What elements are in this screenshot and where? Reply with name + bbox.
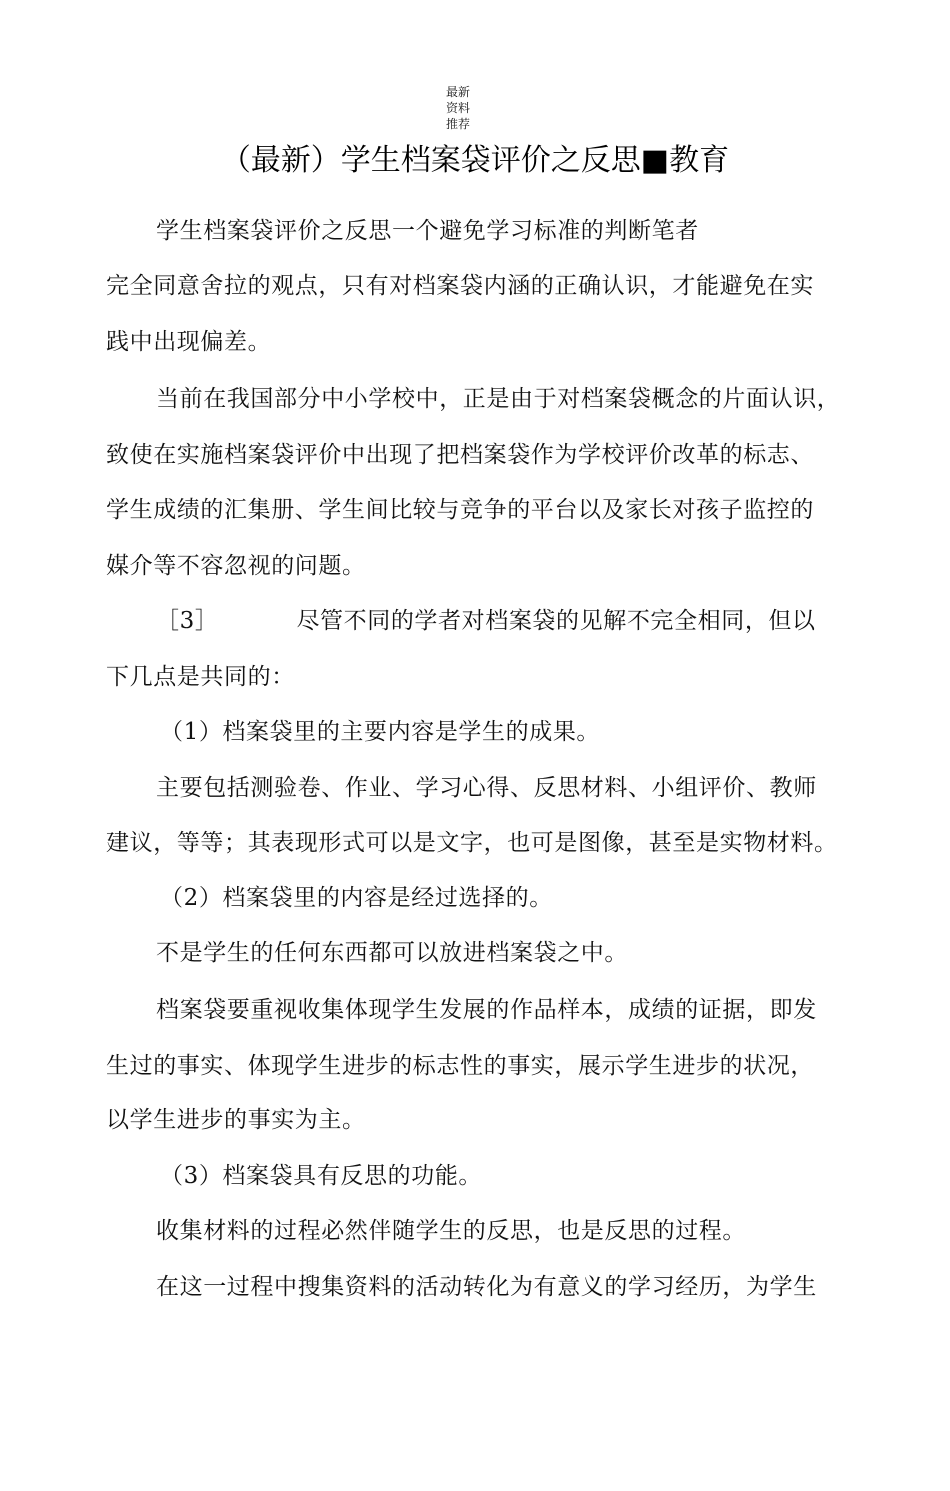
body-line: 媒介等不容忽视的问题。 [106, 553, 366, 579]
reference-marker: ［3］ [156, 608, 219, 634]
list-heading: （3）档案袋具有反思的功能。 [160, 1163, 483, 1189]
body-line: 以学生进步的事实为主。 [106, 1107, 366, 1133]
body-line: 学生成绩的汇集册、学生间比较与竞争的平台以及家长对孩子监控的 [106, 497, 814, 523]
stamp-line: 最新 [446, 85, 471, 99]
body-line: 主要包括测验卷、作业、学习心得、反思材料、小组评价、教师 [156, 775, 817, 801]
body-line: 生过的事实、体现学生进步的标志性的事实，展示学生进步的状况， [106, 1053, 814, 1079]
body-line: 当前在我国部分中小学校中，正是由于对档案袋概念的片面认识， [156, 386, 841, 412]
body-text: 尽管不同的学者对档案袋的见解不完全相同，但以 [296, 608, 816, 634]
body-line [156, 605, 816, 637]
body-line: 在这一过程中搜集资料的活动转化为有意义的学习经历，为学生 [156, 1274, 817, 1300]
body-line: 学生档案袋评价之反思一个避免学习标准的判断笔者 [156, 218, 699, 244]
list-heading: （1）档案袋里的主要内容是学生的成果。 [160, 719, 601, 745]
body-line: 不是学生的任何东西都可以放进档案袋之中。 [156, 940, 628, 966]
body-line: 收集材料的过程必然伴随学生的反思，也是反思的过程。 [156, 1218, 746, 1244]
body-line: 完全同意舍拉的观点，只有对档案袋内涵的正确认识，才能避免在实 [106, 273, 814, 299]
document-title: （最新）学生档案袋评价之反思■教育 [220, 143, 730, 178]
body-line: 下几点是共同的： [106, 664, 295, 690]
body-line: 档案袋要重视收集体现学生发展的作品样本，成绩的证据，即发 [156, 997, 817, 1023]
stamp-line: 推荐 [446, 117, 471, 131]
recommendation-stamp [446, 84, 486, 132]
body-line: 建议，等等；其表现形式可以是文字，也可是图像，甚至是实物材料。 [106, 830, 838, 856]
body-line: 致使在实施档案袋评价中出现了把档案袋作为学校评价改革的标志、 [106, 442, 814, 468]
body-line: 践中出现偏差。 [106, 329, 272, 355]
list-heading: （2）档案袋里的内容是经过选择的。 [160, 885, 553, 911]
stamp-line: 资料 [446, 101, 471, 115]
